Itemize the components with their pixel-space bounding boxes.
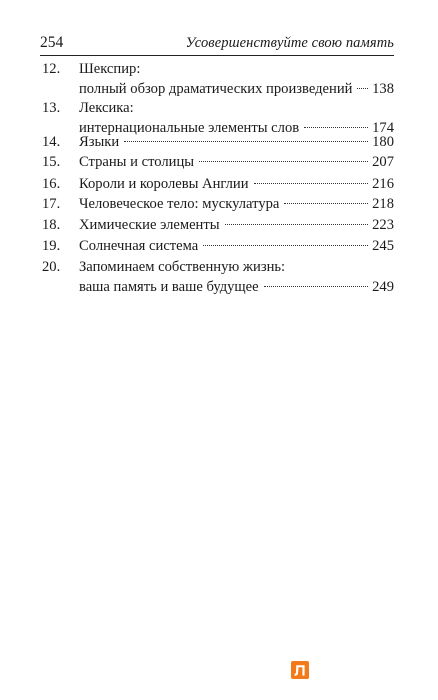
toc-entry-page: 174 (372, 119, 394, 136)
page-header (40, 33, 394, 55)
toc-entry-body (79, 237, 394, 257)
toc-entry-number: 16. (42, 176, 61, 192)
toc-entry-leader-line (79, 195, 394, 215)
toc-entry-number: 19. (42, 238, 61, 254)
toc-entry-title-line: Человеческое тело: мускулатура (79, 196, 280, 212)
toc-entry-title-line: интернациональные элементы слов (79, 119, 300, 136)
toc-entry-leader-line (79, 133, 394, 153)
toc-entry-page: 207 (372, 154, 394, 170)
toc-entry-number: 13. (42, 100, 61, 116)
toc-entry-body (79, 133, 394, 153)
toc-entry-number: 20. (42, 259, 61, 275)
toc-entry (0, 175, 438, 195)
toc-entry-leader-line (79, 216, 394, 236)
toc-entry-title-line: Языки (79, 134, 120, 150)
toc-entry-leader-line (79, 175, 394, 195)
toc-entry-title-line: полный обзор драматических произведений (79, 80, 353, 97)
toc-entry-title-line: Страны и столицы (79, 154, 195, 170)
toc-entry-number: 18. (42, 217, 61, 233)
toc-entry-title-line: Химические элементы (79, 217, 220, 233)
toc-entry-page: 138 (372, 80, 394, 97)
dot-leader (304, 127, 368, 128)
page-number: 254 (40, 34, 64, 51)
toc-entry (0, 133, 438, 153)
toc-entry-body (79, 216, 394, 236)
toc-entry-title-line: ваша память и ваше будущее (79, 278, 259, 295)
toc-entry-body (79, 60, 394, 99)
toc-entry-page: 216 (372, 176, 394, 192)
toc-entry-page: 223 (372, 217, 394, 233)
dot-leader (225, 224, 369, 225)
litres-logo-icon (291, 661, 309, 679)
toc-entry-number: 17. (42, 196, 61, 212)
dot-leader (199, 161, 368, 162)
toc-entry-title-line: Короли и королевы Англии (79, 176, 249, 192)
toc-entry-body (79, 153, 394, 173)
toc-entry-leader-line (79, 80, 394, 100)
toc-entry-title-line: Запоминаем собственную жизнь: (79, 259, 286, 275)
toc-entry-body (79, 175, 394, 195)
toc-entry (0, 153, 438, 173)
dot-leader (357, 88, 368, 89)
toc-entry-page: 218 (372, 196, 394, 212)
toc-entry (0, 195, 438, 215)
header-divider (40, 55, 394, 56)
toc-entry (0, 60, 438, 99)
dot-leader (124, 141, 368, 142)
dot-leader (203, 245, 368, 246)
toc-entry-body (79, 258, 394, 297)
toc-entry-body (79, 195, 394, 215)
toc-entry-number: 14. (42, 134, 61, 150)
toc-entry-title-line: Шекспир: (79, 61, 141, 77)
toc-entry (0, 258, 438, 297)
toc-entry-title-line: Солнечная система (79, 238, 199, 254)
dot-leader (264, 286, 368, 287)
toc-entry-leader-line (79, 153, 394, 173)
toc-entry-number: 12. (42, 61, 61, 77)
toc-entry-page: 249 (372, 278, 394, 295)
toc-entry (0, 237, 438, 257)
dot-leader (254, 183, 369, 184)
toc-entry-page: 180 (372, 134, 394, 150)
toc-entry-leader-line (79, 278, 394, 298)
toc-entry-leader-line (79, 237, 394, 257)
toc-entry-page: 245 (372, 238, 394, 254)
toc-entry-title-line: Лексика: (79, 100, 134, 116)
running-title: Усовершенствуйте свою память (185, 35, 394, 51)
toc-entry-number: 15. (42, 154, 61, 170)
toc-entry (0, 216, 438, 236)
dot-leader (284, 203, 368, 204)
